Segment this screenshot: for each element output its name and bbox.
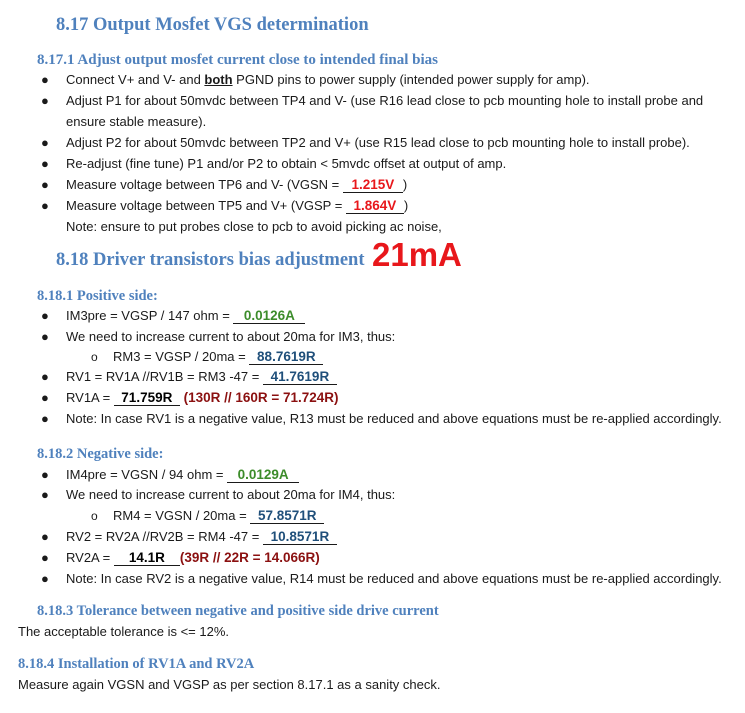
list-item: Note: In case RV1 is a negative value, R13 must be reduced and above equations must be re-applied accordingly.	[66, 411, 722, 426]
tolerance-text: The acceptable tolerance is <= 12%.	[18, 624, 230, 639]
list-item: Note: In case RV2 is a negative value, R14 must be reduced and above equations must be re-applied accordingly.	[66, 571, 722, 586]
bullet-icon: ●	[41, 93, 49, 108]
bullet-icon: ●	[41, 198, 49, 213]
list-item: Re-adjust (fine tune) P1 and/or P2 to obtain < 5mvdc offset at output of amp.	[66, 156, 507, 171]
section-8-17-heading: 8.17 Output Mosfet VGS determination	[56, 15, 369, 35]
im3pre-value: 0.0126A	[233, 309, 305, 324]
bullet-icon: ●	[41, 156, 49, 171]
bullet-icon: ●	[41, 529, 49, 544]
rv1-value: 41.7619R	[263, 370, 337, 385]
list-item: Measure voltage between TP6 and V- (VGSN = 1.215V )	[66, 177, 408, 192]
list-item: IM3pre = VGSP / 147 ohm = 0.0126A	[66, 308, 305, 324]
bullet-icon: ●	[41, 135, 49, 150]
section-8-18-heading: 8.18 Driver transistors bias adjustment	[56, 250, 365, 270]
bullet-icon: ●	[41, 487, 49, 502]
sub-bullet-icon: o	[91, 509, 98, 523]
bullet-icon: ●	[41, 390, 49, 405]
rv2-value: 10.8571R	[263, 530, 337, 545]
rm3-value: 88.7619R	[249, 350, 323, 365]
im4pre-value: 0.0129A	[227, 468, 299, 483]
rm4-value: 57.8571R	[250, 509, 324, 524]
sub-bullet-icon: o	[91, 350, 98, 364]
bullet-icon: ●	[41, 72, 49, 87]
bullet-icon: ●	[41, 308, 49, 323]
section-8-17-1-heading: 8.17.1 Adjust output mosfet current close to intended final bias	[37, 52, 438, 68]
bullet-icon: ●	[41, 550, 49, 565]
rv2a-combination: (39R // 22R = 14.066R)	[179, 550, 320, 565]
sub-list-item: RM3 = VGSP / 20ma = 88.7619R	[113, 349, 323, 365]
list-item: We need to increase current to about 20ma for IM3, thus:	[66, 329, 396, 344]
bullet-icon: ●	[41, 411, 49, 426]
section-8-18-2-heading: 8.18.2 Negative side:	[37, 446, 164, 462]
sub-list-item: RM4 = VGSN / 20ma = 57.8571R	[113, 508, 324, 524]
list-item: Adjust P1 for about 50mvdc between TP4 and V- (use R16 lead close to pcb mounting hole to install probe and	[66, 93, 704, 108]
rv1a-value: 71.759R	[114, 391, 180, 406]
note-text: Note: ensure to put probes close to pcb to avoid picking ac noise,	[66, 219, 442, 234]
list-item: RV2A = 14.1R (39R // 22R = 14.066R)	[66, 550, 320, 565]
rv2a-value: 14.1R	[114, 551, 180, 566]
bullet-icon: ●	[41, 177, 49, 192]
bias-current-annotation: 21mA	[372, 236, 462, 273]
vgsn-value: 1.215V	[343, 178, 403, 193]
list-item: Adjust P2 for about 50mvdc between TP2 and V+ (use R15 lead close to pcb mounting hole to install probe).	[66, 135, 690, 150]
list-item: Connect V+ and V- and both PGND pins to power supply (intended power supply for amp).	[66, 72, 590, 87]
rv1a-combination: (130R // 160R = 71.724R)	[179, 390, 339, 405]
list-item-continuation: ensure stable measure).	[66, 114, 207, 129]
bullet-icon: ●	[41, 467, 49, 482]
list-item: We need to increase current to about 20ma for IM4, thus:	[66, 487, 396, 502]
vgsp-value: 1.864V	[346, 199, 404, 214]
list-item: RV1 = RV1A //RV1B = RM3 -47 = 41.7619R	[66, 369, 337, 385]
list-item: RV1A = 71.759R (130R // 160R = 71.724R)	[66, 390, 339, 405]
bullet-icon: ●	[41, 369, 49, 384]
section-8-18-1-heading: 8.18.1 Positive side:	[37, 288, 158, 304]
bullet-icon: ●	[41, 329, 49, 344]
emphasis-text: both	[204, 72, 233, 87]
list-item: Measure voltage between TP5 and V+ (VGSP = 1.864V )	[66, 198, 409, 213]
section-8-18-3-heading: 8.18.3 Tolerance between negative and positive side drive current	[37, 603, 439, 619]
installation-text: Measure again VGSN and VGSP as per section 8.17.1 as a sanity check.	[18, 677, 441, 692]
list-item: RV2 = RV2A //RV2B = RM4 -47 = 10.8571R	[66, 529, 337, 545]
bullet-icon: ●	[41, 571, 49, 586]
section-8-18-4-heading: 8.18.4 Installation of RV1A and RV2A	[18, 656, 255, 672]
list-item: IM4pre = VGSN / 94 ohm = 0.0129A	[66, 467, 299, 483]
